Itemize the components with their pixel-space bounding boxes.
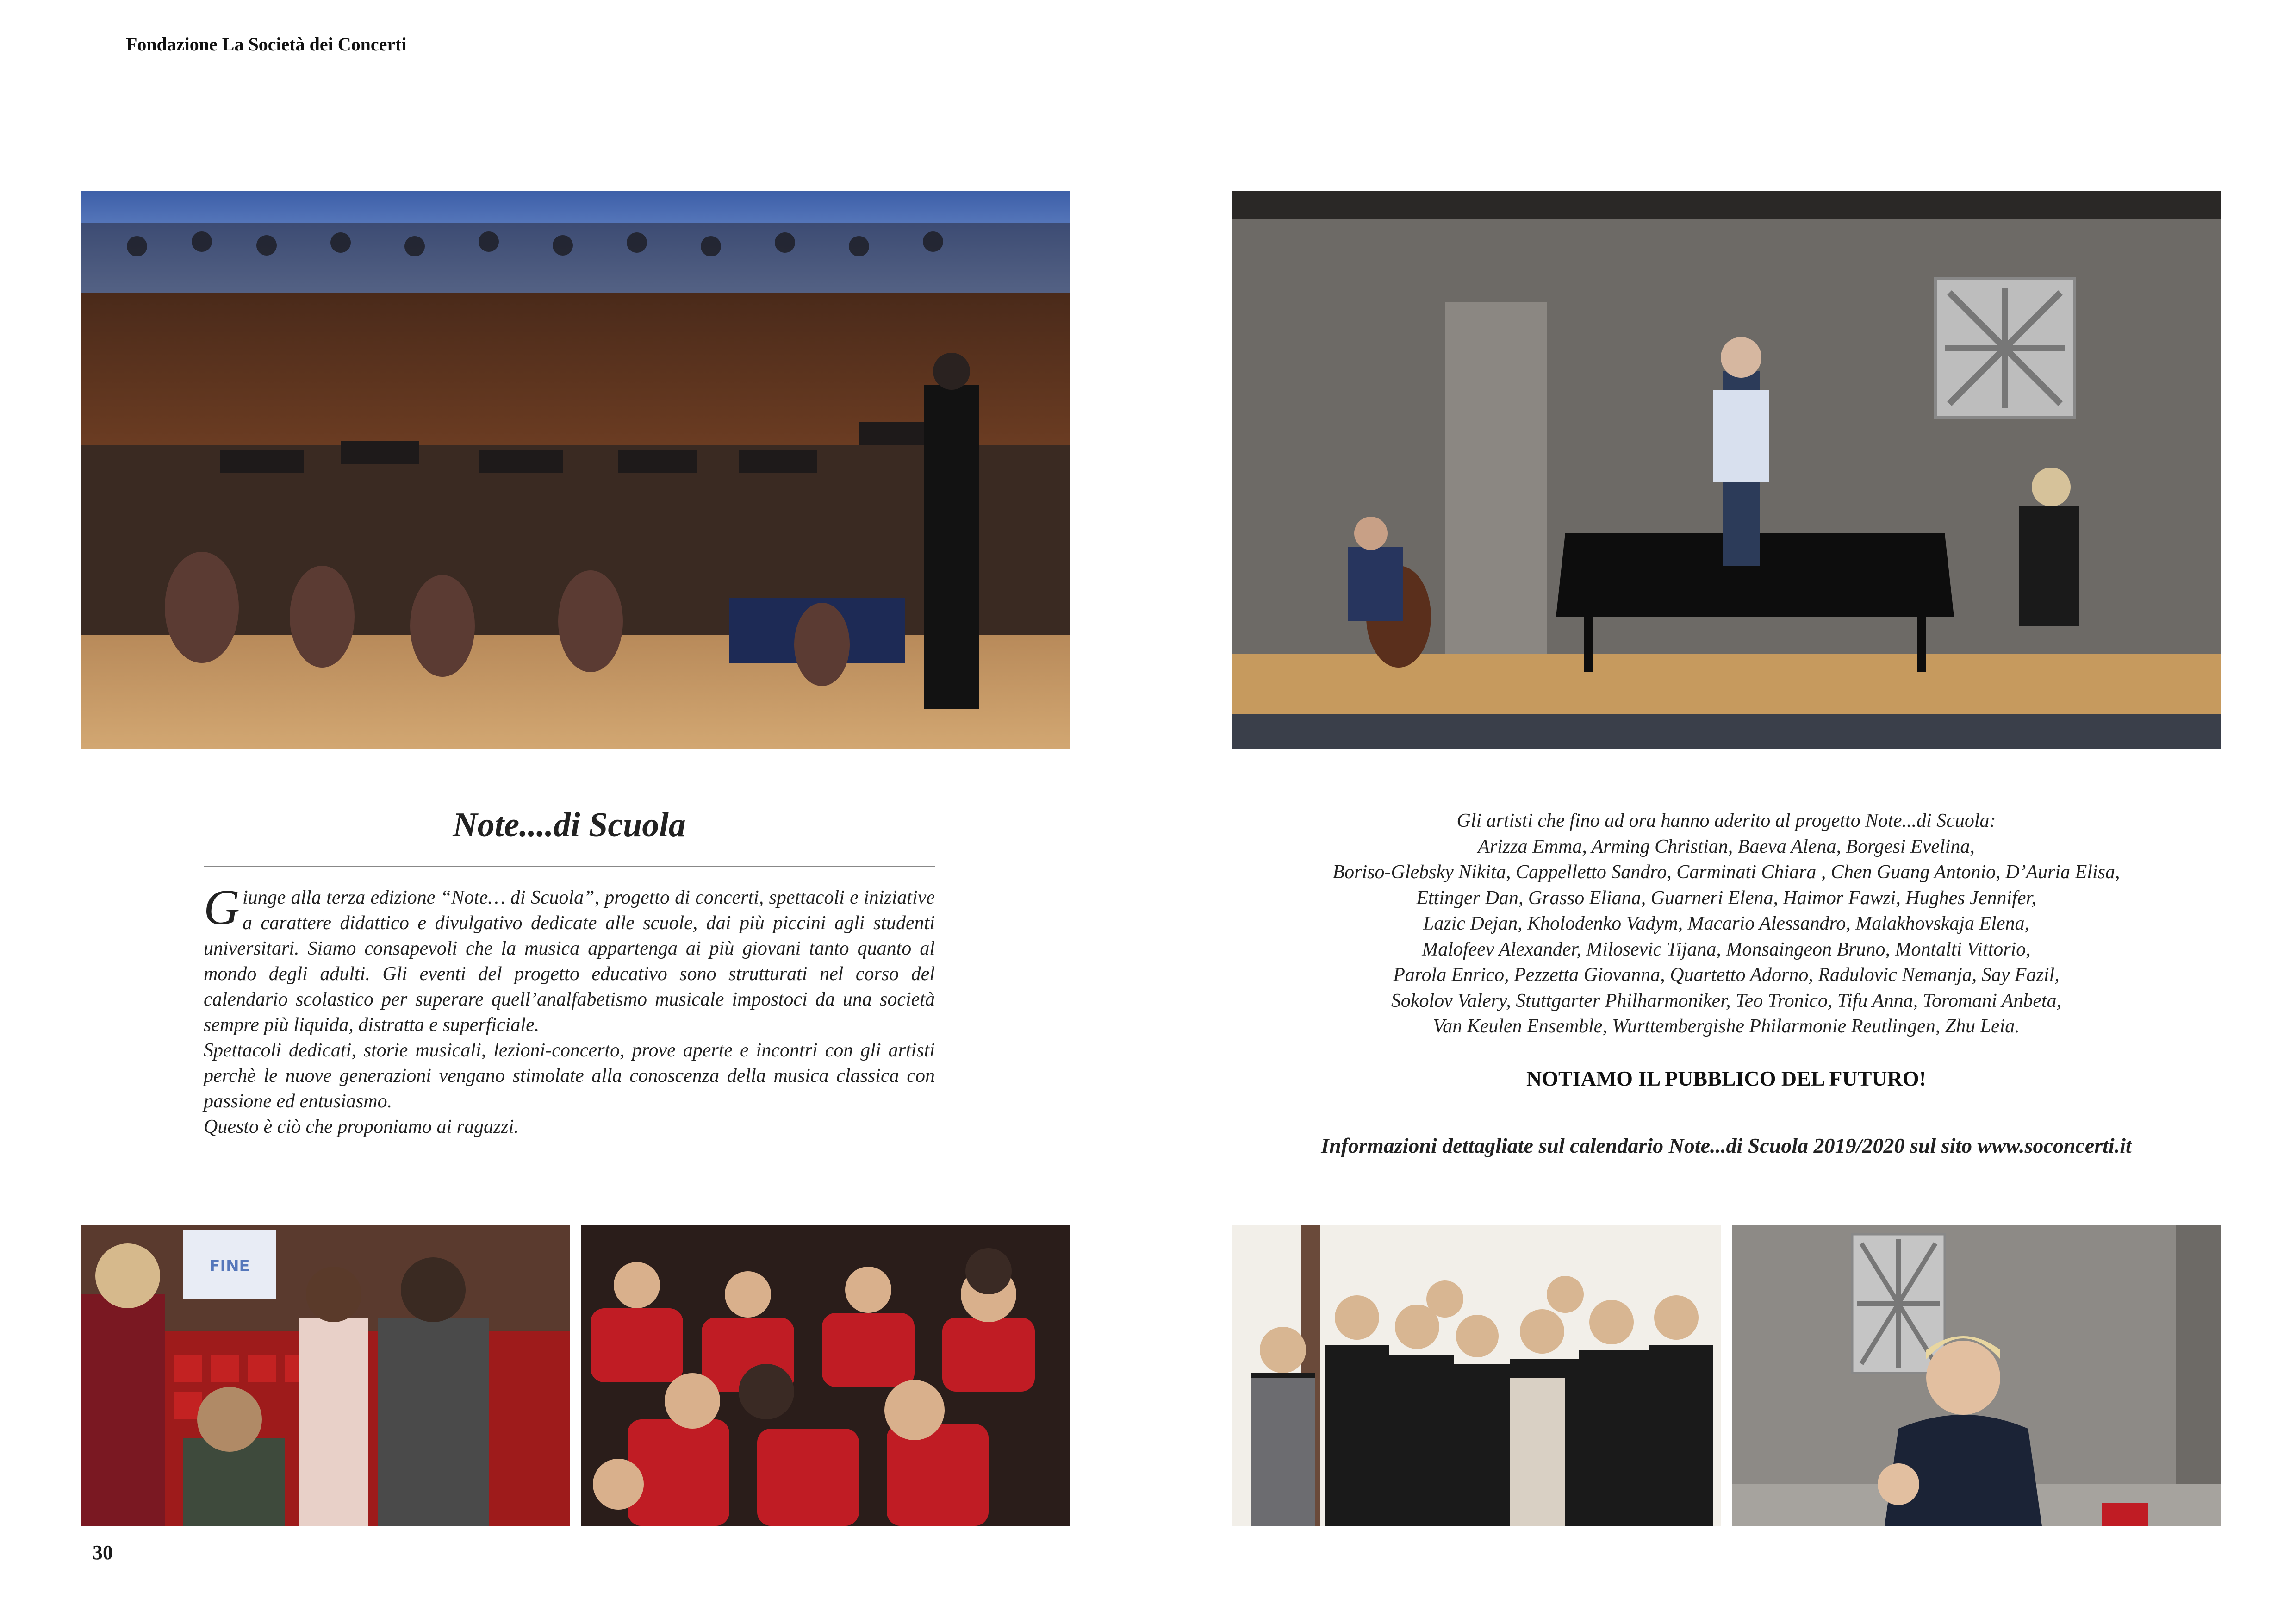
- info-website-line: Informazioni dettagliate sul calendario Note...di Scuola 2019/2020 sul sito www.soconcerti.it: [1321, 1134, 2132, 1157]
- article-paragraph-1: [204, 880, 935, 1038]
- article-body: [204, 880, 935, 1140]
- artists-line: Arizza Emma, Arming Christian, Baeva Alena, Borgesi Evelina,: [1478, 836, 1975, 857]
- orchestra-rehearsal-photo: [81, 191, 1070, 749]
- artists-line: Boriso-Glebsky Nikita, Cappelletto Sandro, Carminati Chiara , Chen Guang Antonio, D’Auria Elisa,: [1332, 862, 2120, 883]
- title-divider: [204, 866, 935, 867]
- group-photo: [1232, 1225, 1721, 1526]
- article-paragraph-2: Spettacoli dedicati, storie musicali, lezioni-concerto, prove aperte e incontri con gli artisti perchè le nuove generazioni vengano stimolate alla conoscenza della musica classica con passione ed entusiasmo.: [204, 1040, 935, 1112]
- stage-performance-photo: [1232, 191, 2221, 749]
- article-paragraph-1-text: iunge alla terza edizione “Note… di Scuola”, progetto di concerti, spettacoli e iniziative a carattere didattico e divulgativo dedicate alle scuole, dai più piccini agli studenti universitari. Siamo consapevoli che la musica appartenga ai più giovani tanto quanto al mondo degli adulti. Gli eventi del progetto educativo sono strutturati nel corso del calendario scolastico per superare quell’analfabetismo musicale impostoci da una società sempre più liquida, distratta e superficiale.: [204, 887, 935, 1036]
- page-number: 30: [93, 1541, 113, 1564]
- artists-line: Van Keulen Ensemble, Wurttembergishe Philarmonie Reutlingen, Zhu Leia.: [1433, 1016, 2020, 1037]
- artists-line: Sokolov Valery, Stuttgarter Philharmoniker, Teo Tronico, Tifu Anna, Toromani Anbeta,: [1391, 990, 2062, 1012]
- artists-list: [1250, 808, 2203, 1040]
- artists-intro: Gli artisti che fino ad ora hanno aderito al progetto Note...di Scuola:: [1456, 810, 1996, 831]
- article-title: Note....di Scuola: [453, 806, 686, 844]
- artists-line: Parola Enrico, Pezzetta Giovanna, Quartetto Adorno, Radulovic Nemanja, Say Fazil,: [1393, 964, 2060, 986]
- article-paragraph-3: Questo è ciò che proponiamo ai ragazzi.: [204, 1116, 519, 1137]
- theater-adults-photo: [81, 1225, 570, 1526]
- artists-line: Ettinger Dan, Grasso Eliana, Guarneri Elena, Haimor Fawzi, Hughes Jennifer,: [1416, 887, 2036, 909]
- publication-header: Fondazione La Società dei Concerti: [126, 34, 407, 55]
- boy-thumbs-up-photo: [1732, 1225, 2221, 1526]
- screen-text: FINE: [209, 1257, 250, 1275]
- slogan: NOTIAMO IL PUBBLICO DEL FUTURO!: [1526, 1067, 1926, 1090]
- children-seats-photo: [581, 1225, 1070, 1526]
- drop-cap: G: [204, 880, 240, 935]
- artists-line: Malofeev Alexander, Milosevic Tijana, Monsaingeon Bruno, Montalti Vittorio,: [1422, 938, 2031, 960]
- artists-line: Lazic Dejan, Kholodenko Vadym, Macario Alessandro, Malakhovskaja Elena,: [1423, 913, 2029, 934]
